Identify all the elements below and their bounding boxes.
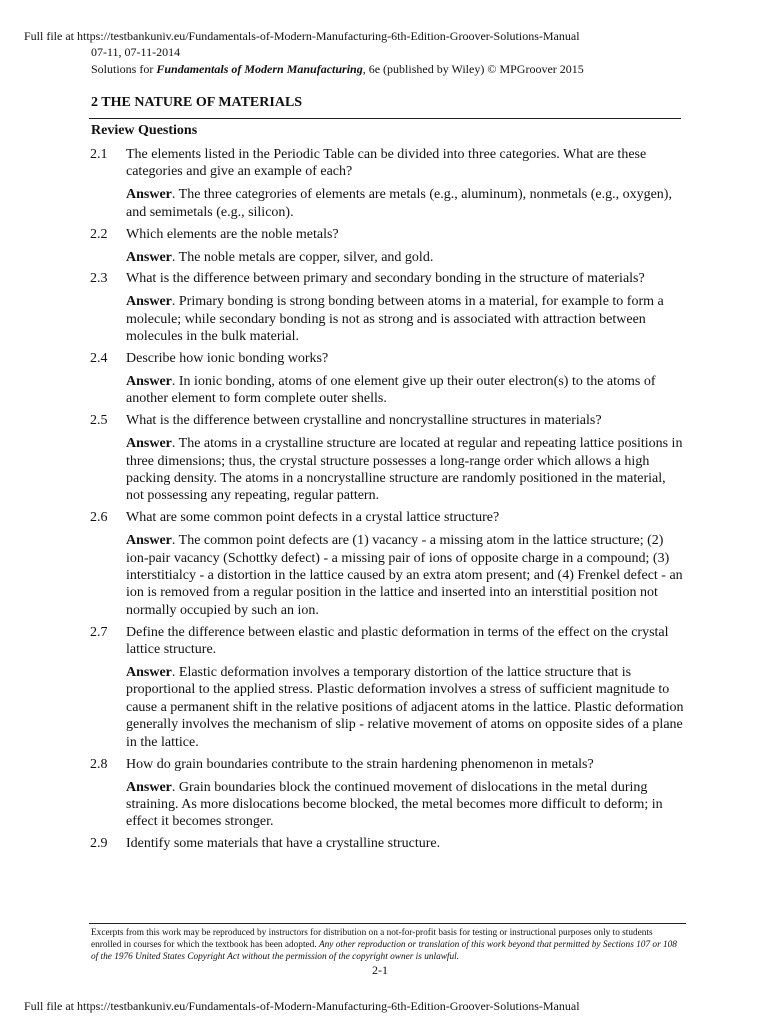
question-item <box>89 146 684 221</box>
question-number: 2.6 <box>90 510 108 526</box>
question-text: How do grain boundaries contribute to the strain hardening phenomenon in metals? <box>126 756 594 772</box>
solutions-credit-line <box>91 62 584 77</box>
question-number: 2.7 <box>90 624 108 640</box>
solutions-suffix: , 6e (published by Wiley) © MPGroover 2015 <box>362 62 584 76</box>
answer-body: . Elastic deformation involves a temporary distortion of the lattice structure that is proportional to the applied stress. Plastic deformation involves a stress of sufficient magnitude to cause a permanent shift in the relative positions of adjacent atoms in the lattice. Plastic deformation generally involves the mechanism of slip - relative movement of atoms on opposite sides of a plane in the lattice. <box>126 665 684 750</box>
question-text: Describe how ionic bonding works? <box>126 351 329 367</box>
answer-text <box>126 435 684 505</box>
answer-text <box>126 532 684 619</box>
answer-label: Answer <box>126 294 172 310</box>
answer-text <box>126 373 684 408</box>
solutions-prefix: Solutions for <box>91 62 157 76</box>
answer-label: Answer <box>126 436 172 452</box>
chapter-title: 2 THE NATURE OF MATERIALS <box>91 95 303 110</box>
book-title: Fundamentals of Modern Manufacturing <box>156 62 363 76</box>
question-text: What are some common point defects in a crystal lattice structure? <box>126 510 500 526</box>
answer-body: . Primary bonding is strong bonding between atoms in a material, for example to form a molecule; while secondary bonding is not as strong and is associated with attraction between molecules in the bulk material. <box>126 294 664 345</box>
question-item <box>89 756 684 831</box>
answer-text <box>126 779 684 831</box>
section-title: Review Questions <box>91 123 198 138</box>
question-number: 2.3 <box>90 271 108 287</box>
answer-body: . The common point defects are (1) vacancy - a missing atom in the lattice structure; (2) ion-pair vacancy (Schottky defect) - a missing pair of ions of opposite charge in a compound; (3) interstitialcy - a distortion in the lattice caused by an extra atom present; and (4) Frenkel defect - an ion is removed from a regular position in the lattice and inserted into an interstitial position not normally occupied by such an ion. <box>126 533 683 618</box>
answer-body: . The noble metals are copper, silver, and gold. <box>171 249 434 265</box>
section-divider <box>89 118 681 119</box>
question-number: 2.8 <box>90 756 108 772</box>
question-text: Define the difference between elastic and plastic deformation in terms of the effect on the crystal lattice structure. <box>126 624 669 658</box>
footer-divider <box>89 923 686 924</box>
answer-body: . The atoms in a crystalline structure are located at regular and repeating lattice positions in three dimensions; thus, the crystal structure possesses a long-range order which allows a high packing density. The atoms in a noncrystalline structure are randomly positioned in the material, not possessing any repeating, regular pattern. <box>126 436 683 504</box>
question-item <box>89 350 684 408</box>
answer-label: Answer <box>126 249 172 265</box>
question-item <box>89 270 684 345</box>
question-number: 2.4 <box>90 351 108 367</box>
source-url-header: Full file at https://testbankuniv.eu/Fundamentals-of-Modern-Manufacturing-6th-Edition-Groover-Solutions-Manual <box>24 29 580 43</box>
page-number: 2-1 <box>372 963 388 977</box>
review-questions-list <box>89 146 684 858</box>
question-number: 2.2 <box>90 226 108 242</box>
question-text: What is the difference between primary and secondary bonding in the structure of materials? <box>126 271 645 287</box>
question-number: 2.1 <box>90 147 108 162</box>
question-text: Identify some materials that have a crystalline structure. <box>126 836 441 852</box>
answer-text <box>126 249 684 266</box>
answer-body: . Grain boundaries block the continued movement of dislocations in the metal during straining. As more dislocations become blocked, the metal becomes more difficult to deform; in effect it becomes stronger. <box>126 779 663 830</box>
question-item <box>89 412 684 505</box>
answer-label: Answer <box>126 533 172 549</box>
footnote-plain: Excerpts from this work may be reproduced by instructors for distribution on a not-for-profit basis for testing or instructional purposes only to students enrolled in courses for which the textbook has been adopted. <box>91 928 653 950</box>
answer-label: Answer <box>126 373 172 389</box>
answer-label: Answer <box>126 779 172 795</box>
question-number: 2.9 <box>90 836 108 852</box>
question-item <box>89 509 684 619</box>
question-item <box>89 624 684 751</box>
question-item <box>89 835 684 852</box>
question-number: 2.5 <box>90 413 108 429</box>
answer-text <box>126 186 684 221</box>
question-text: Which elements are the noble metals? <box>126 226 339 242</box>
question-text: What is the difference between crystalline and noncrystalline structures in materials? <box>126 413 602 429</box>
answer-text <box>126 293 684 345</box>
footnote-italic: Any other reproduction or translation of this work beyond that permitted by Sections 107 or 108 of the 1976 United States Copyright Act without the permission of the copyright owner is unlawful. <box>91 940 677 962</box>
revision-dates: 07-11, 07-11-2014 <box>91 45 181 59</box>
answer-label: Answer <box>126 665 172 681</box>
copyright-footnote <box>91 927 683 963</box>
answer-body: . The three categrories of elements are metals (e.g., aluminum), nonmetals (e.g., oxygen), and semimetals (e.g., silicon). <box>126 187 672 220</box>
question-item <box>89 226 684 266</box>
answer-body: . In ionic bonding, atoms of one element give up their outer electron(s) to the atoms of another element to form complete outer shells. <box>126 373 656 407</box>
answer-label: Answer <box>126 187 172 203</box>
source-url-footer: Full file at https://testbankuniv.eu/Fundamentals-of-Modern-Manufacturing-6th-Edition-Groover-Solutions-Manual <box>24 999 580 1013</box>
question-text: The elements listed in the Periodic Table can be divided into three categories. What are these categories and give an example of each? <box>126 147 647 180</box>
answer-text <box>126 664 684 751</box>
